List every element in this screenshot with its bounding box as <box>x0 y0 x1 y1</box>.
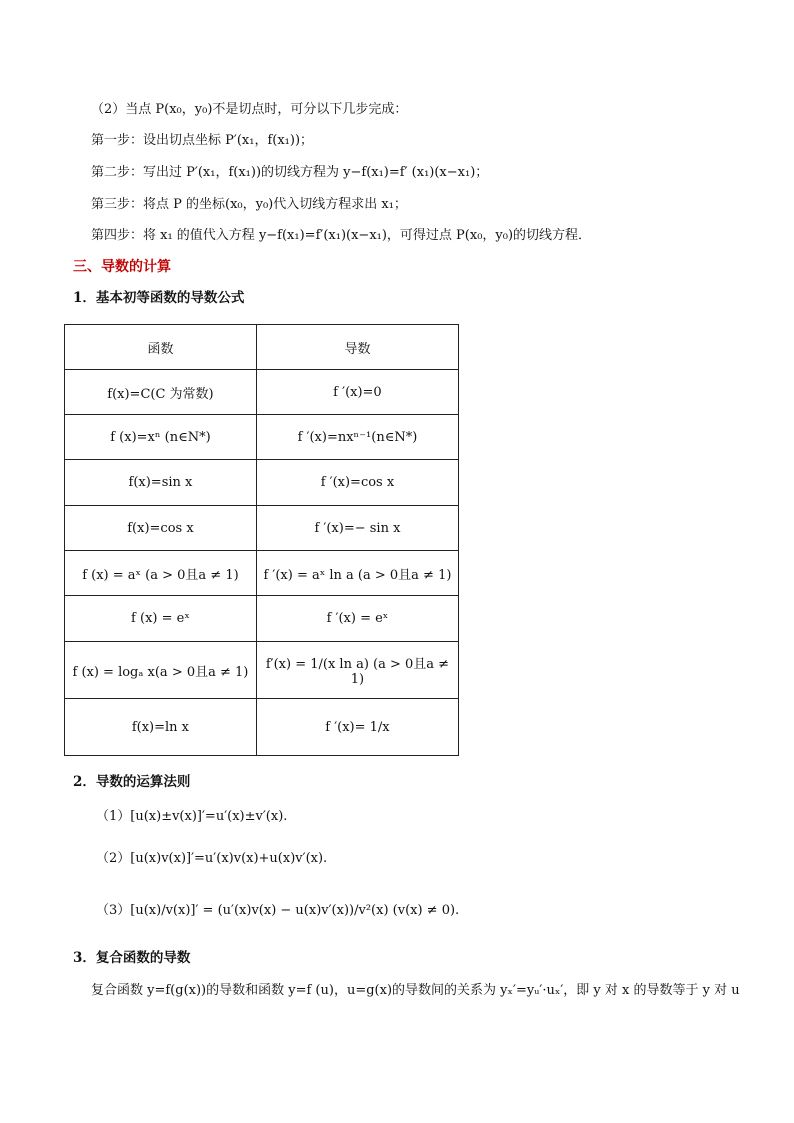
table-cell-derivative: f ′(x)=0 <box>256 370 458 415</box>
table-cell-derivative: f ′(x)=cos x <box>256 460 458 506</box>
composite-text: 复合函数 y=f(g(x))的导数和函数 y=f (u)，u=g(x)的导数间的关系为 yₓ′=yᵤ′·uₓ′，即 y 对 x 的导数等于 y 对 u <box>91 983 740 998</box>
table-header-function: 函数 <box>65 325 257 370</box>
table-cell-function: f (x) = logₐ x(a > 0且a ≠ 1) <box>65 642 257 699</box>
table-row <box>65 642 459 699</box>
section-title: 三、导数的计算 <box>73 259 171 275</box>
table-row <box>65 699 459 756</box>
table-cell-derivative: f ′(x)=nxⁿ⁻¹(n∈N*) <box>256 415 458 460</box>
rule-sum: （1）[u(x)±v(x)]′=u′(x)±v′(x). <box>96 809 288 824</box>
table-header-row <box>65 325 459 370</box>
table-row <box>65 506 459 551</box>
table-cell-function: f (x)=xⁿ (n∈N*) <box>65 415 257 460</box>
subsection-3-title: 3．复合函数的导数 <box>73 950 191 966</box>
rule-quotient: （3）[u(x)/v(x)]′ = (u′(x)v(x) − u(x)v′(x))/v²(x) (v(x) ≠ 0). <box>96 903 460 918</box>
table-row <box>65 596 459 642</box>
table-cell-derivative: f ′(x) = eˣ <box>256 596 458 642</box>
step-3: 第三步：将点 P 的坐标(x₀，y₀)代入切线方程求出 x₁； <box>91 197 407 212</box>
table-cell-function: f(x)=cos x <box>65 506 257 551</box>
table-cell-derivative: f ′(x)= 1/x <box>256 699 458 756</box>
table-cell-derivative: f′(x) = 1/(x ln a) (a > 0且a ≠ 1) <box>256 642 458 699</box>
subsection-1-title: 1．基本初等函数的导数公式 <box>73 290 245 306</box>
subsection-2-title: 2．导数的运算法则 <box>73 774 191 790</box>
table-row <box>65 460 459 506</box>
rule-product: （2）[u(x)v(x)]′=u′(x)v(x)+u(x)v′(x). <box>96 851 328 866</box>
derivative-formula-table <box>64 324 459 756</box>
table-row <box>65 370 459 415</box>
table-cell-function: f(x)=C(C 为常数) <box>65 370 257 415</box>
step-1: 第一步：设出切点坐标 P′(x₁，f(x₁))； <box>91 133 314 148</box>
table-cell-function: f (x) = eˣ <box>65 596 257 642</box>
step-4: 第四步：将 x₁ 的值代入方程 y−f(x₁)=f′(x₁)(x−x₁)，可得过点 P(x₀，y₀)的切线方程． <box>91 228 592 243</box>
table-row <box>65 551 459 596</box>
table-cell-derivative: f ′(x) = aˣ ln a (a > 0且a ≠ 1) <box>256 551 458 596</box>
table-cell-function: f (x) = aˣ (a > 0且a ≠ 1) <box>65 551 257 596</box>
table-header-derivative: 导数 <box>256 325 458 370</box>
table-cell-function: f(x)=sin x <box>65 460 257 506</box>
table-row <box>65 415 459 460</box>
case-intro: （2）当点 P(x₀，y₀)不是切点时，可分以下几步完成： <box>91 102 408 117</box>
table-cell-derivative: f ′(x)=− sin x <box>256 506 458 551</box>
table-cell-function: f(x)=ln x <box>65 699 257 756</box>
step-2: 第二步：写出过 P′(x₁，f(x₁))的切线方程为 y−f(x₁)=f′ (x₁)(x−x₁)； <box>91 165 489 180</box>
